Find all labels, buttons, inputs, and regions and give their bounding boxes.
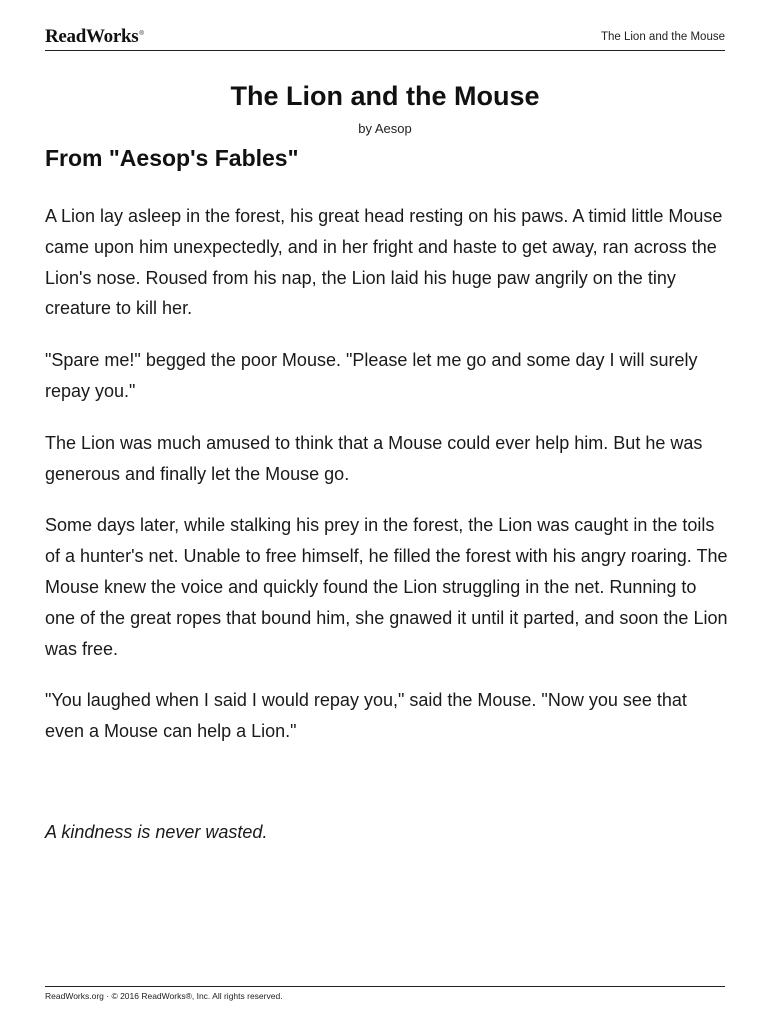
readworks-logo (45, 26, 144, 48)
running-title: The Lion and the Mouse (600, 31, 725, 43)
page-title: The Lion and the Mouse (230, 81, 540, 111)
byline: by Aesop (358, 121, 412, 136)
story-paragraph: The Lion was much amused to think that a Mouse could ever help him. But he was generous and finally let the Mouse go. (45, 432, 703, 484)
story-paragraph: "You laughed when I said I would repay you," said the Mouse. "Now you see that even a Mouse can help a Lion." (45, 690, 687, 742)
story-paragraph: A Lion lay asleep in the forest, his great head resting on his paws. A timid little Mouse came upon him unexpectedly, and in her fright and haste to get away, ran across the Lion's nose. Roused from his nap, the Lion laid his huge paw angrily on the tiny creature to kill her. (45, 206, 723, 319)
story-body (45, 201, 730, 768)
story-moral: A kindness is never wasted. (45, 822, 268, 842)
footer-divider (45, 986, 725, 987)
story-paragraph: Some days later, while stalking his prey in the forest, the Lion was caught in the toils of a hunter's net. Unable to free himself, he filled the forest with his angry roaring. The Mouse knew the voice and quickly found the Lion struggling in the net. Running to one of the great ropes that bound him, she gnawed it until it parted, and soon the Lion was free. (45, 515, 728, 659)
copyright-footer: ReadWorks.org · © 2016 ReadWorks®, Inc. All rights reserved. (45, 991, 283, 1001)
page-header (45, 26, 725, 51)
story-paragraph: "Spare me!" begged the poor Mouse. "Please let me go and some day I will surely repay you." (45, 350, 698, 401)
logo-text: ReadWorks (45, 26, 139, 47)
logo-registered-mark: ® (139, 30, 144, 37)
source-subtitle: From "Aesop's Fables" (45, 145, 299, 171)
